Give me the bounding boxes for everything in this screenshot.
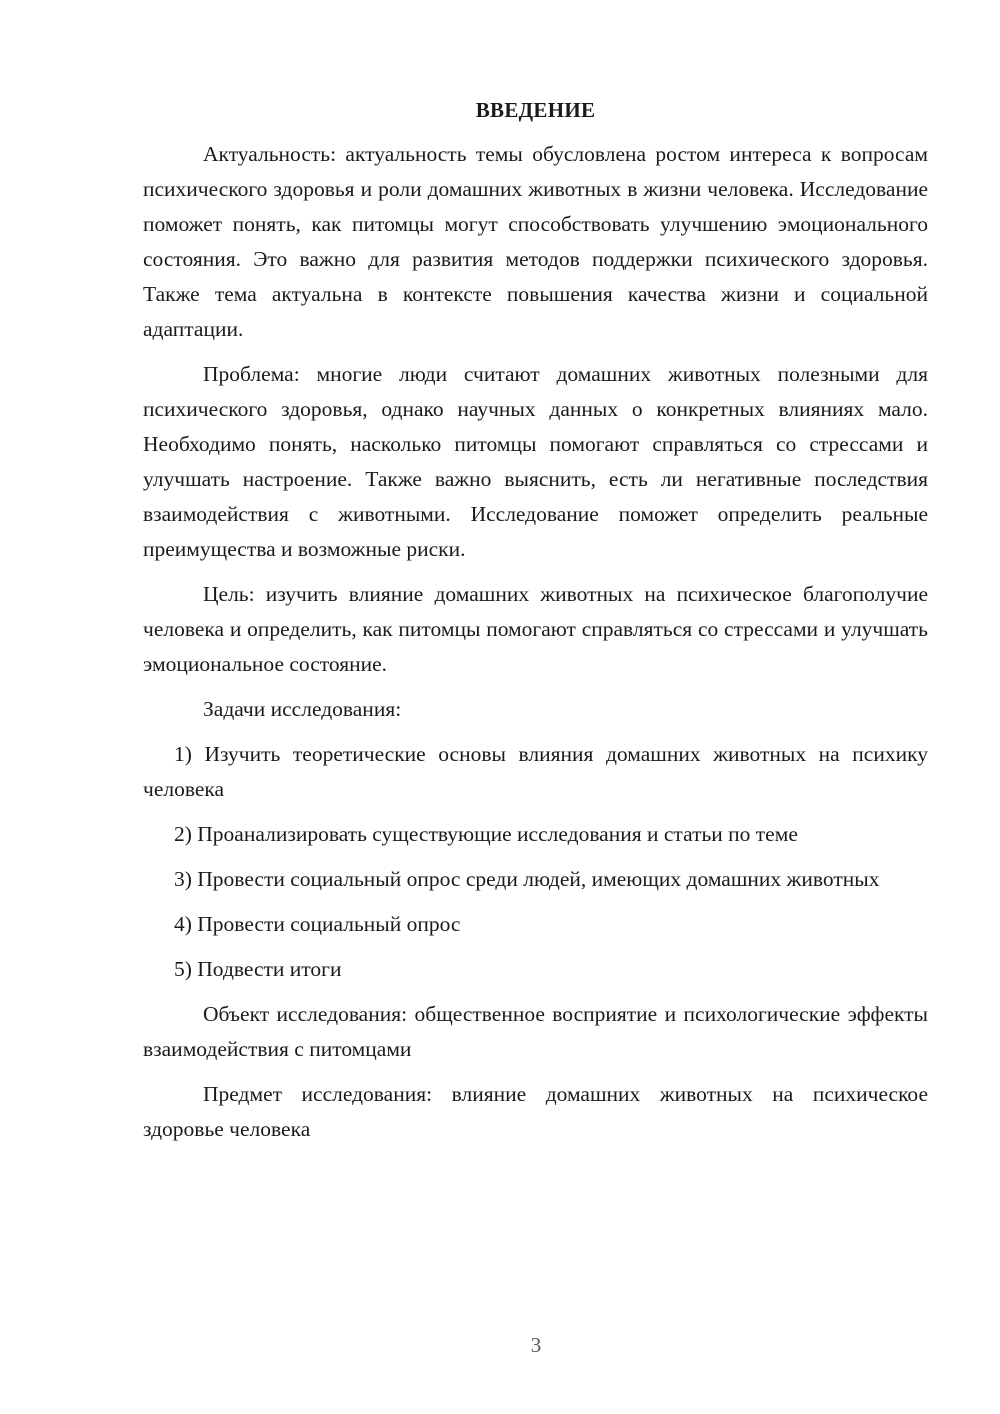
tasks-list <box>143 737 928 987</box>
problem-paragraph: Проблема: многие люди считают домашних животных полезными для психического здоровья, однако научных данных о конкретных влияниях мало. Необходимо понять, насколько питомцы помогают справляться со стрессами и улучшать настроение. Также важно выяснить, есть ли негативные последствия взаимодействия с животными. Исследование поможет определить реальные преимущества и возможные риски. <box>143 362 928 561</box>
task-item-5: 5) Подвести итоги <box>174 957 342 981</box>
tasks-heading: Задачи исследования: <box>203 697 402 721</box>
document-body <box>143 93 928 1157</box>
goal-paragraph: Цель: изучить влияние домашних животных на психическое благополучие человека и определить, как питомцы помогают справляться со стрессами и улучшать эмоциональное состояние. <box>143 582 928 676</box>
page-number: 3 <box>530 1333 542 1357</box>
task-item-4: 4) Провести социальный опрос <box>174 912 461 936</box>
relevance-paragraph: Актуальность: актуальность темы обусловлена ростом интереса к вопросам психического здоровья и роли домашних животных в жизни человека. Исследование поможет понять, как питомцы могут способствовать улучшению эмоционального состояния. Это важно для развития методов поддержки психического здоровья. Также тема актуальна в контексте повышения качества жизни и социальной адаптации. <box>143 142 928 341</box>
task-item-2: 2) Проанализировать существующие исследования и статьи по теме <box>174 822 798 846</box>
section-title: ВВЕДЕНИЕ <box>475 98 596 122</box>
object-paragraph: Объект исследования: общественное восприятие и психологические эффекты взаимодействия с питомцами <box>143 1002 928 1061</box>
task-item-3: 3) Провести социальный опрос среди людей, имеющих домашних животных <box>174 867 880 891</box>
task-item-1: 1) Изучить теоретические основы влияния домашних животных на психику человека <box>143 742 928 801</box>
subject-paragraph: Предмет исследования: влияние домашних животных на психическое здоровье человека <box>143 1082 928 1141</box>
